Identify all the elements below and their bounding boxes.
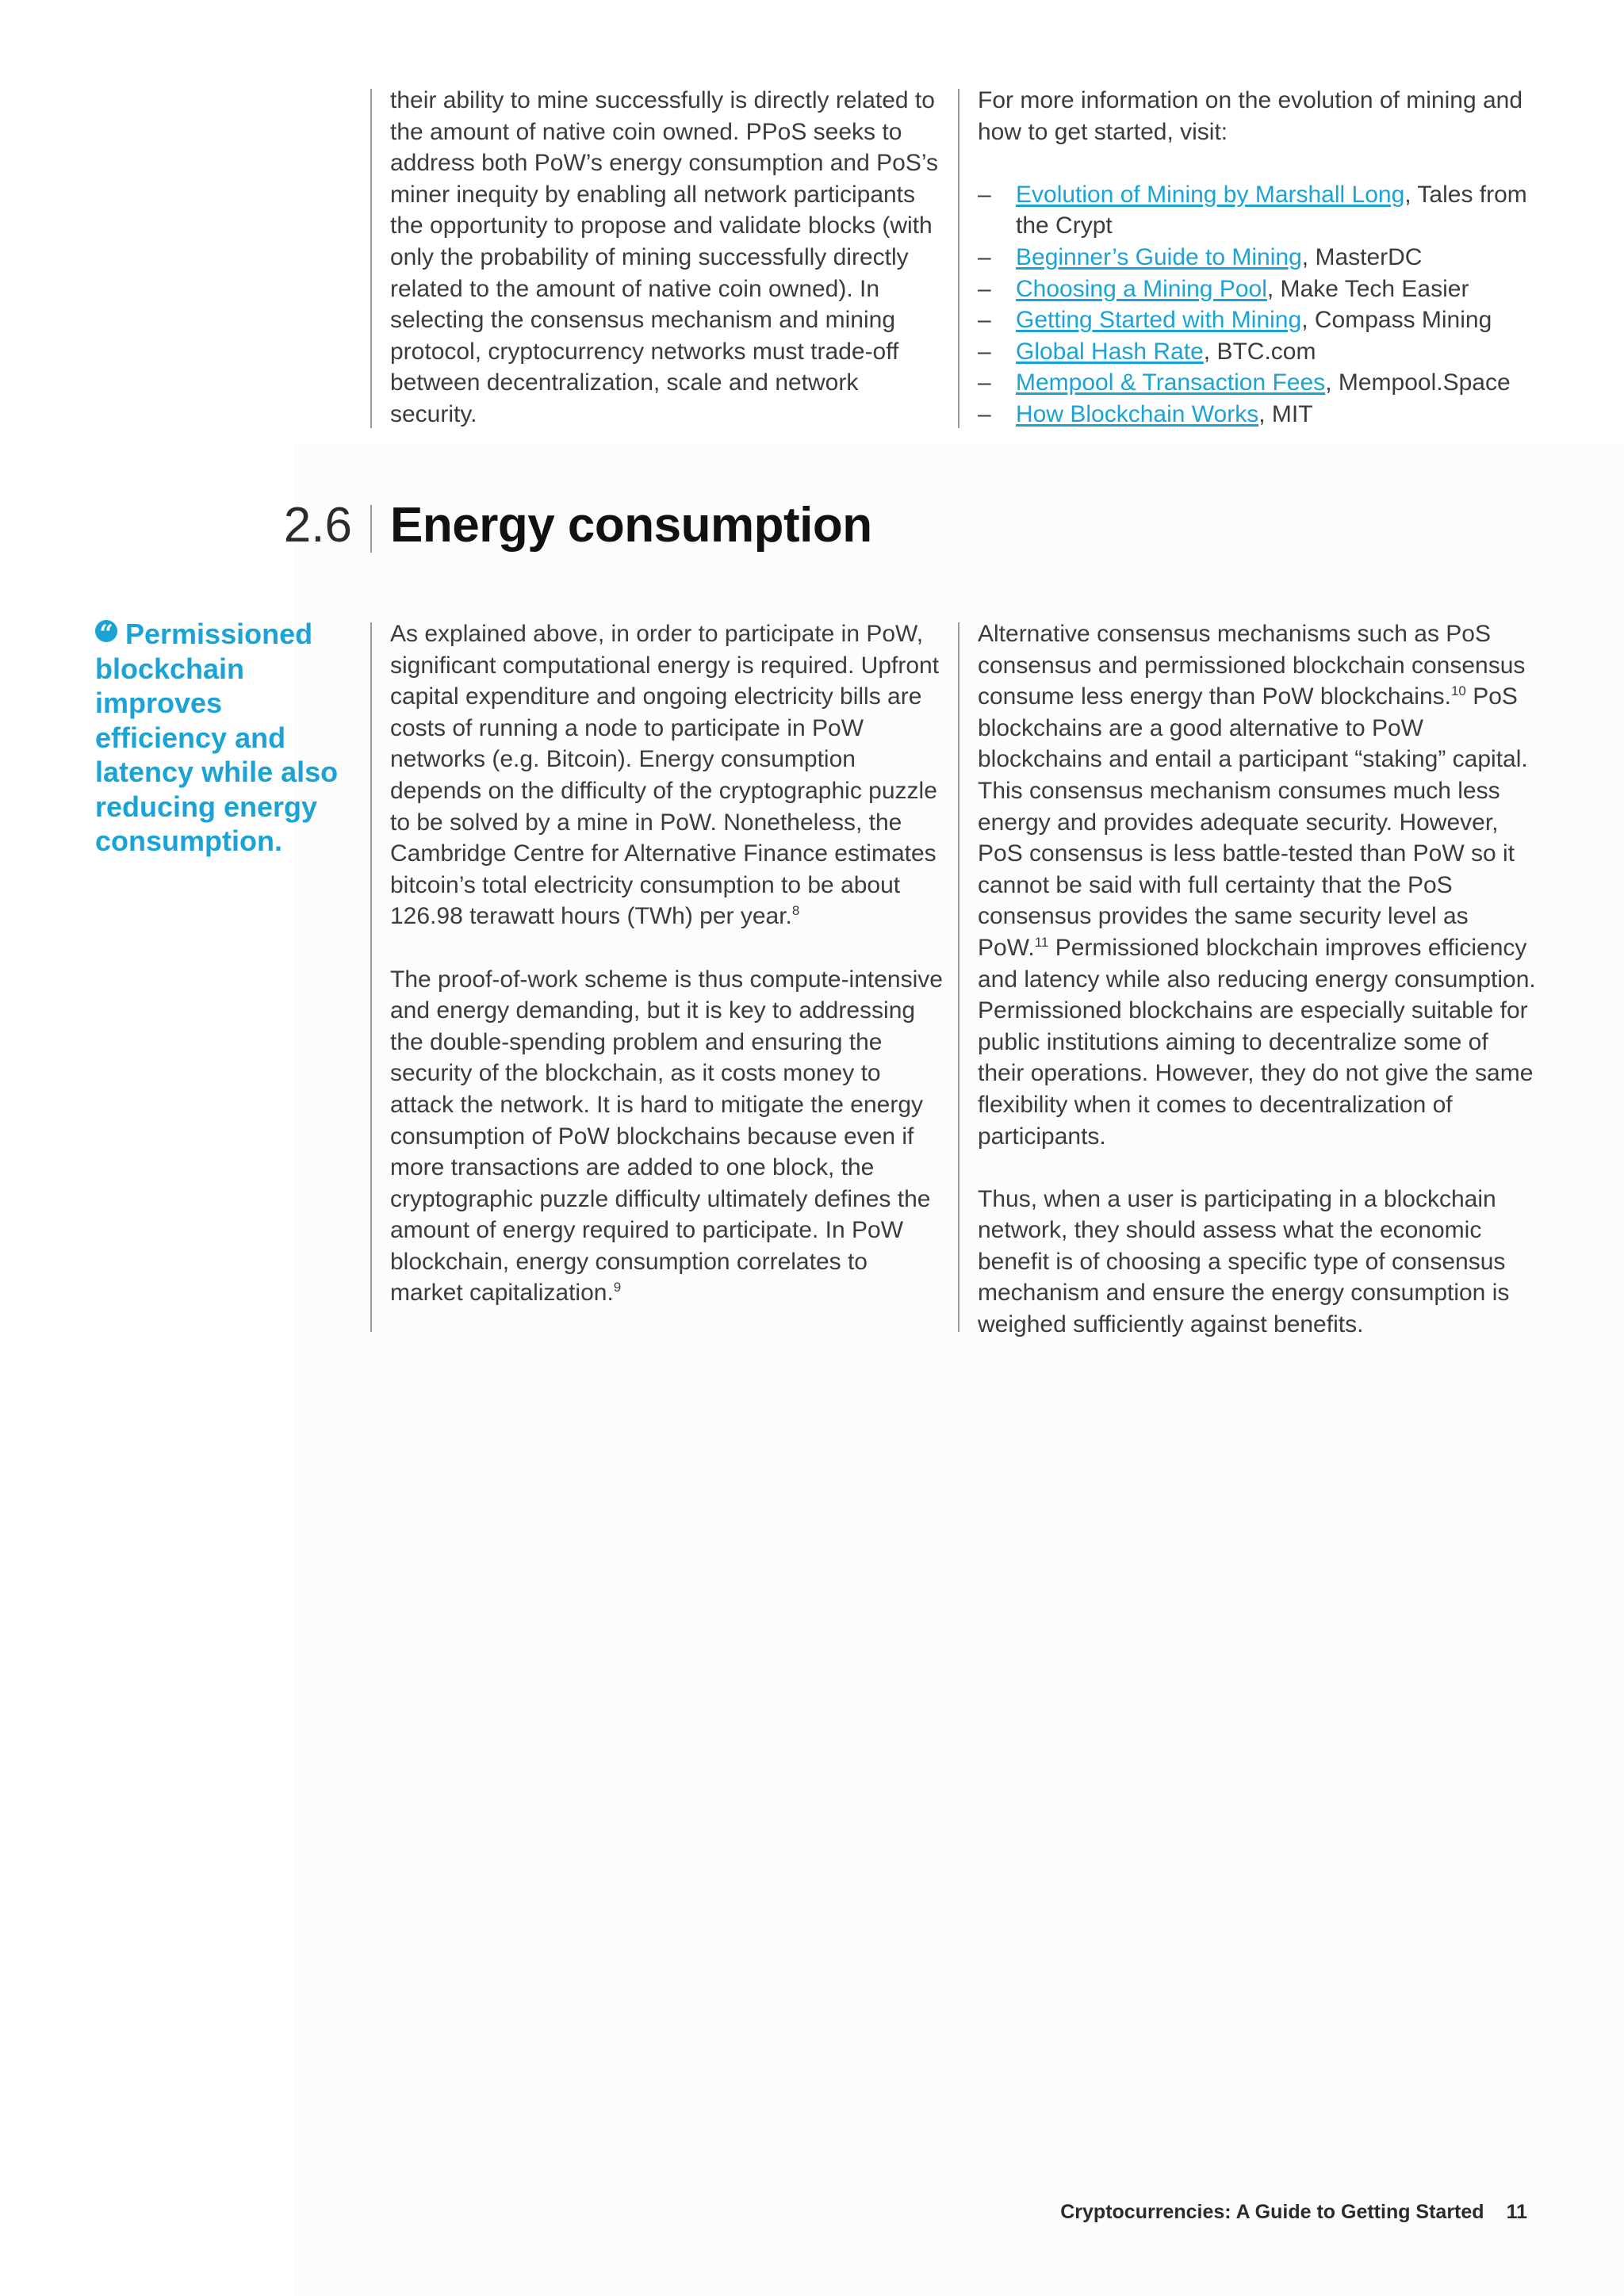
list-item — [978, 367, 1533, 399]
resource-link-list — [978, 179, 1533, 430]
paragraph-text: The proof-of-work scheme is thus compute-intensive and energy demanding, but it is key to addressing the double-spending problem and ensuring the security of the blockchain, as it costs money to attack the network. It is hard to mitigate the energy consumption of PoW blockchains because even if more transactions are added to one block, the cryptographic puzzle difficulty ultimately defines the amount of energy required to participate. In PoW blockchain, energy consumption correlates to market capitalization. — [390, 966, 943, 1307]
column-divider-top-left — [370, 89, 372, 428]
resource-link-choosing-mining-pool[interactable]: Choosing a Mining Pool — [1016, 275, 1267, 302]
section-title: Energy consumption — [390, 498, 872, 553]
resource-link-global-hash-rate[interactable]: Global Hash Rate — [1016, 338, 1204, 365]
footer-title: Cryptocurrencies: A Guide to Getting Started — [1060, 2201, 1484, 2223]
footnote-ref: 10 — [1450, 683, 1466, 699]
footnote-ref: 11 — [1034, 934, 1049, 950]
paragraph-text: PoS blockchains are a good alternative to PoW blockchains and entail a participant “staking” capital. This consensus mechanism consumes much less energy and provides adequate security. However, PoS consensus is less battle-tested than PoW so it cannot be said with full certainty that the PoS consensus provides the same security level as PoW. — [978, 683, 1528, 961]
list-item — [978, 242, 1533, 274]
list-dash: – — [978, 307, 991, 334]
paragraph-text: Alternative consensus mechanisms such as PoS consensus and permissioned blockchain consensus consume less energy than PoW blockchains. — [978, 621, 1526, 710]
body-paragraph: Thus, when a user is participating in a blockchain network, they should assess what the economic benefit is of choosing a specific type of consensus mechanism and ensure the energy consumption is weighed sufficiently against benefits. — [978, 1185, 1510, 1338]
resources-intro: For more information on the evolution of mining and how to get started, visit: — [978, 87, 1523, 145]
quote-icon: “ — [95, 620, 117, 642]
resource-source: , BTC.com — [1203, 338, 1316, 365]
footnote-ref: 8 — [791, 903, 800, 919]
resource-source: , Make Tech Easier — [1266, 275, 1469, 302]
list-dash: – — [978, 338, 991, 365]
list-item — [978, 304, 1533, 336]
resource-link-mempool-fees[interactable]: Mempool & Transaction Fees — [1016, 369, 1326, 396]
body-paragraph — [978, 618, 1537, 1152]
resource-source: , MasterDC — [1301, 243, 1423, 270]
page-number: 11 — [1506, 2201, 1527, 2223]
section-number: 2.6 — [283, 498, 352, 553]
continued-paragraph: their ability to mine successfully is directly related to the amount of native coin owned. PPoS seeks to address both PoW’s energy consumption and PoS’s miner inequity by enabling all network participants the opportunity to propose and validate blocks (with only the probability of mining successfully directly related to the amount of native coin owned). In selecting the consensus mechanism and mining protocol, cryptocurrency networks must trade-off between decentralization, scale and network security. — [390, 87, 938, 427]
top-right-column — [978, 85, 1533, 430]
resource-link-getting-started[interactable]: Getting Started with Mining — [1016, 307, 1302, 334]
body-paragraph — [390, 964, 945, 1310]
top-left-column — [390, 85, 941, 430]
list-dash: – — [978, 275, 991, 302]
resource-link-evolution-of-mining[interactable]: Evolution of Mining by Marshall Long — [1016, 181, 1405, 208]
body-right-column — [978, 618, 1537, 1341]
pull-quote — [95, 617, 341, 859]
resource-source: , Tales from the Crypt — [1016, 181, 1527, 239]
list-item — [978, 179, 1533, 242]
resource-link-beginners-guide[interactable]: Beginner’s Guide to Mining — [1016, 243, 1302, 270]
column-divider-top-right — [958, 89, 959, 428]
resource-source: , MIT — [1258, 400, 1313, 427]
section-title-divider — [370, 505, 372, 553]
list-item — [978, 399, 1533, 430]
paragraph-text: As explained above, in order to participate in PoW, significant computational energy is required. Upfront capital expenditure and ongoing electricity bills are costs of running a node to participate in PoW networks (e.g. Bitcoin). Energy consumption depends on the difficulty of the cryptographic puzzle to be solved by a mine in PoW. Nonetheless, the Cambridge Centre for Alternative Finance estimates bitcoin’s total electricity consumption to be about 126.98 terawatt hours (TWh) per year. — [390, 621, 940, 930]
list-dash: – — [978, 400, 991, 427]
pull-quote-text: Permissioned blockchain improves efficiency and latency while also reducing energy consumption. — [95, 618, 339, 857]
page-footer — [1060, 2200, 1527, 2224]
list-dash: – — [978, 243, 991, 270]
body-paragraph — [390, 618, 945, 932]
resource-link-how-blockchain-works[interactable]: How Blockchain Works — [1016, 400, 1259, 427]
footnote-ref: 9 — [613, 1280, 622, 1295]
body-left-column — [390, 618, 945, 1309]
list-item — [978, 336, 1533, 368]
list-item — [978, 274, 1533, 305]
resource-source: , Mempool.Space — [1325, 369, 1511, 396]
column-divider-body-left — [370, 622, 372, 1332]
list-dash: – — [978, 369, 991, 396]
paragraph-text: Permissioned blockchain improves efficiency and latency while also reducing energy consumption. Permissioned blockchains are especially suitable for public institutions aiming to decentralize some of their operations. However, they do not give the same flexibility when it comes to decentralization of participants. — [978, 934, 1536, 1150]
list-dash: – — [978, 181, 991, 208]
column-divider-body-right — [958, 622, 959, 1332]
resource-source: , Compass Mining — [1301, 307, 1492, 334]
